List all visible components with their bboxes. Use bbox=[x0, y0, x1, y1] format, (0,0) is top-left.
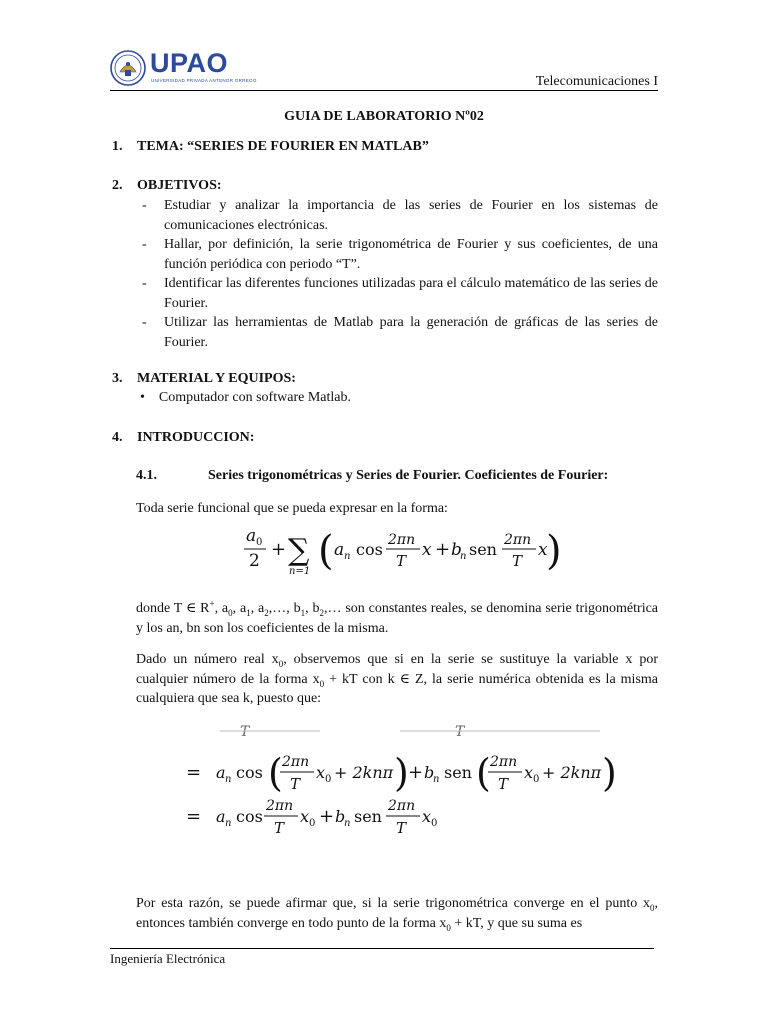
svg-text:n: n bbox=[225, 774, 232, 785]
svg-text:cos: cos bbox=[236, 763, 263, 782]
svg-text:sen: sen bbox=[469, 540, 497, 559]
svg-text:T: T bbox=[396, 819, 407, 837]
materials-item: • Computador con software Matlab. bbox=[140, 390, 351, 405]
svg-text:+ 2knπ: + 2knπ bbox=[334, 763, 394, 782]
paragraph-3: Dado un número real $x_0$, observemos que si en la serie se sustituye la variable x por cualquier número de la forma $x_0$ + kT con k ∈ Z, la serie numérica obtenida es la misma cualquiera que sea k, puesto que: bbox=[136, 652, 658, 706]
svg-text:T: T bbox=[290, 775, 301, 793]
paragraph-1: Toda serie funcional que se pueda expresar en la forma: bbox=[136, 501, 448, 516]
svg-text:x: x bbox=[538, 540, 548, 560]
svg-text:n=1: n=1 bbox=[289, 566, 311, 577]
section-2-heading bbox=[112, 178, 222, 194]
svg-text:a: a bbox=[216, 807, 226, 826]
footer-text: Ingeniería Electrónica bbox=[110, 951, 226, 966]
course-name: Telecomunicaciones I bbox=[535, 74, 658, 89]
objective-item: - Estudiar y analizar la importancia de las series de Fourier en los sistemas de comunicaciones electrónicas. bbox=[142, 198, 658, 233]
svg-text:0: 0 bbox=[256, 537, 263, 548]
header-rule bbox=[110, 90, 658, 91]
objectives-list bbox=[142, 196, 658, 352]
svg-text:2: 2 bbox=[249, 551, 260, 571]
logo-subtitle: UNIVERSIDAD PRIVADA ANTENOR ORREGO bbox=[151, 78, 257, 83]
svg-text:2πn: 2πn bbox=[490, 754, 518, 770]
subsection-title: Series trigonométricas y Series de Fourier. Coeficientes de Fourier: bbox=[208, 468, 609, 483]
svg-text:0: 0 bbox=[309, 818, 316, 829]
objective-item: - Identificar las diferentes funciones utilizadas para el cálculo matemático de las series de Fourier. bbox=[142, 276, 658, 311]
svg-text:a: a bbox=[246, 526, 257, 546]
svg-text:T: T bbox=[455, 724, 465, 740]
svg-text:n: n bbox=[344, 551, 351, 562]
svg-text:b: b bbox=[451, 540, 462, 560]
svg-text:0: 0 bbox=[533, 774, 540, 785]
periodicity-equation bbox=[180, 724, 620, 840]
svg-text:T: T bbox=[240, 724, 250, 740]
objective-item: - Utilizar las herramientas de Matlab para la generación de gráficas de las series de Fourier. bbox=[142, 315, 658, 350]
svg-text:x: x bbox=[422, 540, 432, 560]
section-number: 1. bbox=[112, 139, 123, 154]
svg-text:=: = bbox=[186, 806, 202, 827]
svg-text:(: ( bbox=[318, 528, 334, 574]
svg-text:+: + bbox=[408, 762, 424, 783]
svg-text:): ) bbox=[394, 751, 409, 795]
svg-text:sen: sen bbox=[444, 763, 472, 782]
svg-text:+: + bbox=[271, 539, 287, 560]
svg-text:n: n bbox=[460, 551, 467, 562]
svg-text:T: T bbox=[498, 775, 509, 793]
svg-text:T: T bbox=[512, 552, 523, 570]
section-number: 2. bbox=[112, 178, 123, 193]
fourier-series-equation bbox=[238, 522, 562, 578]
svg-text:x: x bbox=[300, 807, 310, 826]
university-seal-icon bbox=[110, 50, 146, 86]
svg-text:sen: sen bbox=[354, 807, 382, 826]
svg-text:+ 2knπ: + 2knπ bbox=[542, 763, 602, 782]
svg-text:2πn: 2πn bbox=[504, 532, 532, 548]
svg-text:n: n bbox=[225, 818, 232, 829]
svg-text:T: T bbox=[396, 552, 407, 570]
svg-text:x: x bbox=[316, 763, 326, 782]
svg-text:0: 0 bbox=[431, 818, 438, 829]
svg-text:(: ( bbox=[268, 751, 283, 795]
svg-text:0: 0 bbox=[325, 774, 332, 785]
section-4-heading bbox=[112, 430, 254, 446]
svg-text:a: a bbox=[334, 540, 345, 560]
svg-text:b: b bbox=[335, 807, 346, 826]
paragraph-4: Por esta razón, se puede afirmar que, si la serie trigonométrica converge en el punto $x_0$, entonces también converge en todo punto de la forma $x_0$ + kT, y que su suma es bbox=[136, 896, 658, 933]
svg-text:2πn: 2πn bbox=[388, 798, 416, 814]
svg-text:): ) bbox=[546, 528, 562, 574]
svg-text:T: T bbox=[274, 819, 285, 837]
svg-text:cos: cos bbox=[236, 807, 263, 826]
svg-text:2πn: 2πn bbox=[388, 532, 416, 548]
section-1-heading bbox=[112, 139, 429, 155]
section-number: 3. bbox=[112, 371, 123, 386]
svg-text:+: + bbox=[319, 806, 335, 827]
svg-text:n: n bbox=[433, 774, 440, 785]
subsection-4-1-heading bbox=[136, 468, 608, 484]
logo-text: UPAO bbox=[150, 48, 229, 78]
objective-item: - Hallar, por definición, la serie trigonométrica de Fourier y sus coeficientes, de una función periódica con periodo “T”. bbox=[142, 237, 658, 272]
svg-text:∑: ∑ bbox=[288, 533, 310, 568]
svg-text:a: a bbox=[216, 763, 226, 782]
svg-text:b: b bbox=[424, 763, 435, 782]
upao-logo bbox=[110, 48, 270, 88]
svg-text:(: ( bbox=[476, 751, 491, 795]
svg-text:2πn: 2πn bbox=[266, 798, 294, 814]
svg-text:cos: cos bbox=[356, 540, 383, 559]
bullet-icon: • bbox=[140, 390, 145, 405]
document-title: GUIA DE LABORATORIO Nº02 bbox=[284, 109, 484, 124]
svg-text:n: n bbox=[344, 818, 351, 829]
svg-text:=: = bbox=[186, 762, 202, 783]
paragraph-2: donde T ∈ R+, $a_0$, $a_1$, $a_2,\dots$, $b_1$, $b_2,\dots$ son constantes reales, se denomina serie trigonométrica y los an, bn son los coeficientes de la misma. bbox=[136, 598, 659, 636]
svg-text:): ) bbox=[602, 751, 617, 795]
section-title: INTRODUCCION: bbox=[137, 430, 255, 445]
section-title: OBJETIVOS: bbox=[137, 178, 222, 193]
footer-rule bbox=[110, 948, 654, 949]
subsection-number: 4.1. bbox=[136, 468, 157, 483]
section-3-heading bbox=[112, 371, 296, 387]
svg-text:x: x bbox=[422, 807, 432, 826]
svg-text:+: + bbox=[435, 539, 451, 560]
section-title: MATERIAL Y EQUIPOS: bbox=[137, 371, 296, 386]
section-number: 4. bbox=[112, 430, 123, 445]
section-title: TEMA: “SERIES DE FOURIER EN MATLAB” bbox=[137, 139, 429, 154]
svg-text:x: x bbox=[524, 763, 534, 782]
svg-text:2πn: 2πn bbox=[282, 754, 310, 770]
